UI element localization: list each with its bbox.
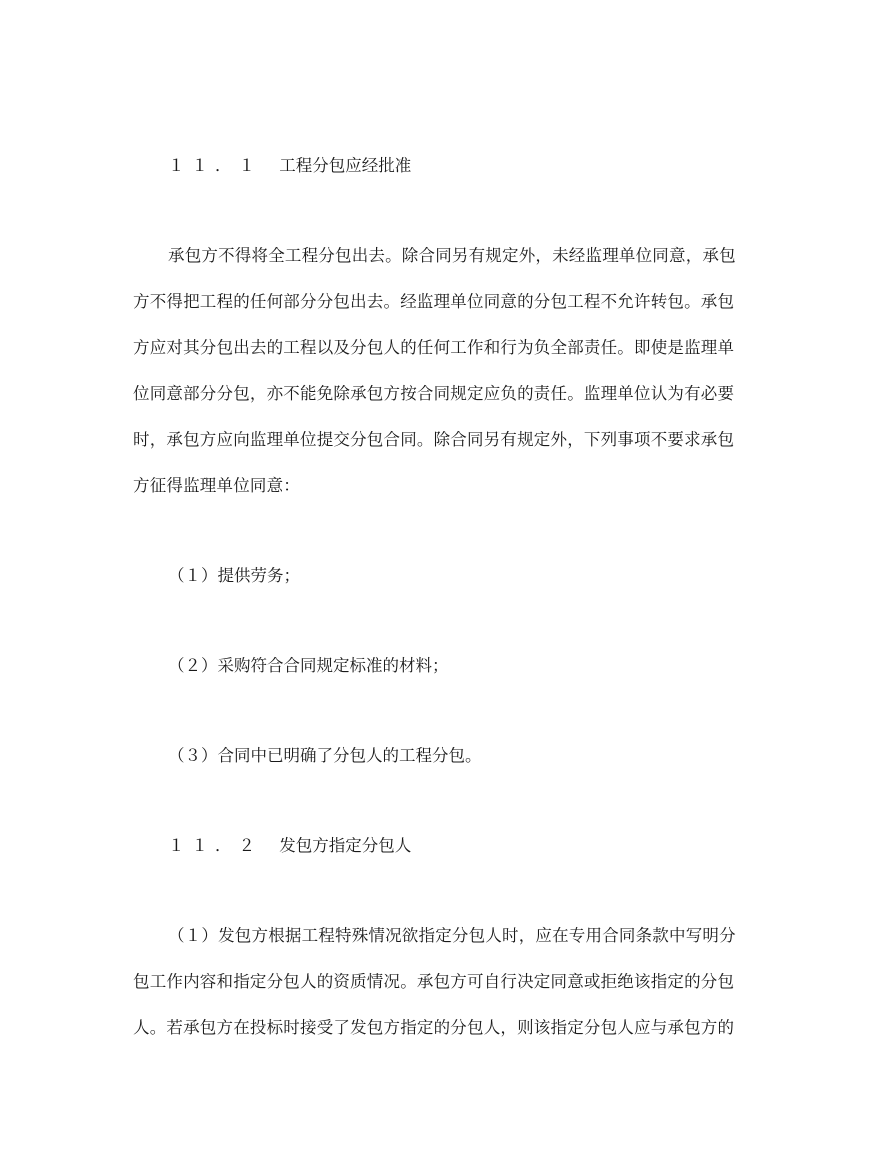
paragraph-line: 方应对其分包出去的工程以及分包人的任何工作和行为负全部责任。即使是监理单 [133,338,735,357]
list-item: （１）提供劳务； [168,566,300,585]
section-heading-11-2 [168,832,411,856]
paragraph-line: （１）发包方根据工程特殊情况欲指定分包人时，应在专用合同条款中写明分 [168,926,736,945]
list-item: （３）合同中已明确了分包人的工程分包。 [168,746,482,765]
paragraph-line: 方不得把工程的任何部分分包出去。经监理单位同意的分包工程不允许转包。承包 [133,292,735,311]
section-number: １１．１ [168,156,262,175]
paragraph-line: 方征得监理单位同意： [133,476,300,495]
section-number: １１．２ [168,836,262,855]
paragraph-line: 位同意部分分包，亦不能免除承包方按合同规定应负的责任。监理单位认为有必要 [133,384,735,403]
paragraph-line: 人。若承包方在投标时接受了发包方指定的分包人，则该指定分包人应与承包方的 [133,1018,735,1037]
paragraph-line: 时，承包方应向监理单位提交分包合同。除合同另有规定外，下列事项不要求承包 [133,430,735,449]
paragraph-line: 包工作内容和指定分包人的资质情况。承包方可自行决定同意或拒绝该指定的分包 [133,972,735,991]
paragraph-line: 承包方不得将全工程分包出去。除合同另有规定外，未经监理单位同意，承包 [168,246,736,265]
section-heading-11-1 [168,152,411,176]
section-title: 发包方指定分包人 [279,836,412,855]
list-item: （２）采购符合合同规定标准的材料； [168,656,449,675]
section-title: 工程分包应经批准 [279,156,412,175]
